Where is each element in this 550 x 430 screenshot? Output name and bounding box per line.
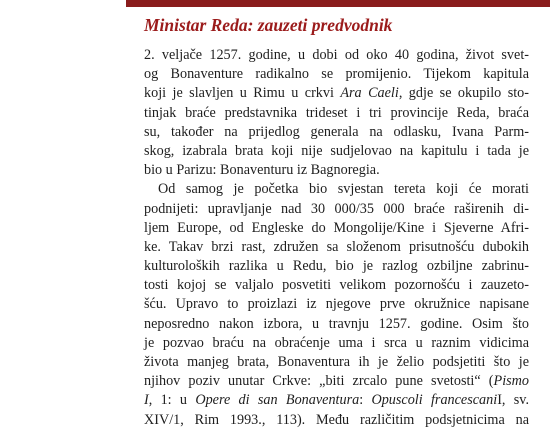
text-line	[144, 142, 529, 161]
text-line	[144, 295, 529, 314]
text-line	[144, 276, 529, 295]
text-line	[144, 161, 529, 180]
body-text	[144, 46, 529, 430]
text-line	[144, 123, 529, 142]
text-segment: ljem Europe, od Engleske do Mongolije/Kine i Sjeverne Afri-	[144, 219, 529, 236]
text-line	[144, 180, 529, 199]
text-segment: koji je slavljen u Rimu u crkvi	[144, 85, 341, 102]
text-segment: Od samog je početka bio svjestan tereta koji će morati	[158, 181, 529, 198]
italic-segment: I	[144, 392, 149, 409]
text-segment: XIV/1, Rim 1993., 113). Među različitim podsjetnicima na	[144, 411, 529, 428]
text-segment: :	[359, 392, 372, 409]
text-segment: su, također na prijedlog generala na odlasku, Ivana Parm-	[144, 123, 529, 140]
text-segment: , 1: u	[148, 392, 196, 409]
text-segment: I, sv.	[497, 392, 530, 409]
text-segment: , gdje se okupilo sto-	[398, 85, 529, 102]
text-segment: og Bonaventure radikalno se promijenio. Tijekom kapitula	[144, 66, 529, 83]
text-segment: šću. Upravo to proizlazi iz njegove prve okružnice napisane	[144, 296, 529, 313]
text-segment: kulturoloških razlika u Redu, bio je razlog ozbiljne zabrinu-	[144, 258, 529, 275]
text-line	[144, 104, 529, 123]
text-line	[144, 65, 529, 84]
text-segment: skog, izabrala brata koji nije sudjelovao na kapitulu i tada je	[144, 142, 529, 159]
text-line	[144, 238, 529, 257]
text-line	[144, 257, 529, 276]
section-heading: Ministar Reda: zauzeti predvodnik	[144, 15, 393, 35]
italic-segment: Opere di san Bonaventura	[195, 392, 360, 409]
text-segment: neposredno nakon izbora, u travnju 1257. godine. Osim što	[144, 315, 529, 332]
text-line	[144, 353, 529, 372]
text-segment: tosti kojoj se valjalo posvetiti velikom pozornošću i zauzeto-	[144, 277, 529, 294]
header-rule	[126, 0, 550, 7]
italic-segment: Ara Caeli	[340, 85, 399, 102]
text-segment: tinjak braće predstavnika trideset i tri provincije Reda, braća	[144, 104, 529, 121]
text-line	[144, 411, 529, 430]
text-line	[144, 46, 529, 65]
italic-segment: Opuscoli francescani	[371, 392, 498, 409]
text-line	[144, 315, 529, 334]
text-segment: je pozvao braću na obraćenje uma i srca u raznim vidicima	[144, 334, 529, 351]
text-line	[144, 219, 529, 238]
italic-segment: Pismo	[493, 373, 529, 390]
text-line	[144, 200, 529, 219]
text-segment: bio u Parizu: Bonaventuru iz Bagnoregia.	[144, 162, 380, 179]
text-line	[144, 391, 529, 410]
text-segment: njihov poziv unutar Crkve: „biti zrcalo pune svetosti“ (	[144, 373, 494, 390]
text-segment: života manjeg brata, Bonaventura ih je želio podsjetiti što je	[144, 354, 529, 370]
text-segment: 2. veljače 1257. godine, u dobi od oko 40 godina, život svet-	[144, 47, 529, 63]
text-segment: ke. Takav brzi rast, združen sa složenom prisutnošću dubokih	[144, 238, 529, 255]
text-line	[144, 372, 529, 391]
text-segment: podnijeti: upravljanje nad 30 000/35 000 braće raširenih di-	[144, 200, 529, 217]
text-line	[144, 334, 529, 353]
text-line	[144, 84, 529, 103]
